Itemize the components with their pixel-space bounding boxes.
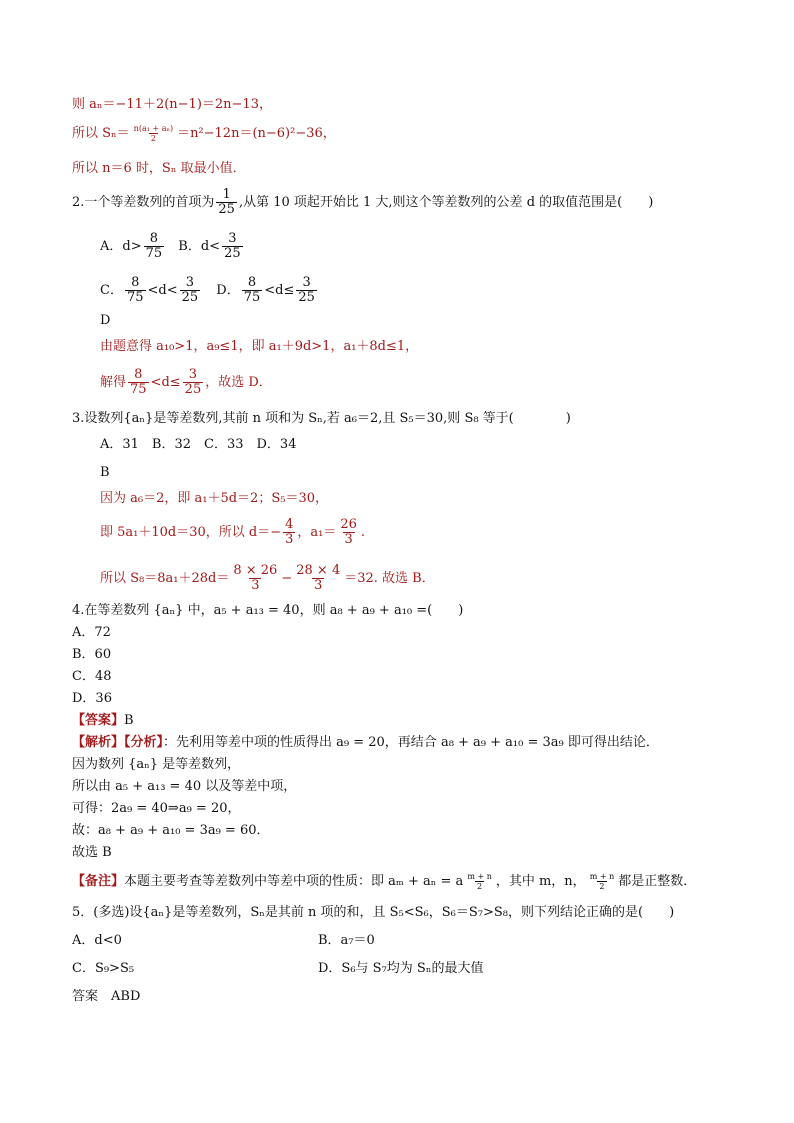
question-3-answer: B (100, 465, 110, 480)
question-5-option-c: C．S₉>S₅ (72, 961, 135, 976)
question-5-answer: 答案 ABD (72, 989, 141, 1004)
question-4-analysis: 【解析】【分析】：先利用等差中项的性质得出 a₉ = 20，再结合 a₈ + a₉ + a₁₀ = 3a₉ 即可得出结论． (72, 735, 659, 750)
question-4-option-c: C．48 (72, 669, 112, 684)
question-4-step-4: 故：a₈ + a₉ + a₁₀ = 3a₉ = 60． (72, 823, 270, 838)
question-4-step-2: 所以由 a₅ + a₁₃ = 40 以及等差中项， (72, 779, 297, 794)
solution-line-an: 则 aₙ＝−11＋2(n−1)＝2n−13， (72, 97, 272, 112)
question-4-option-d: D．36 (72, 691, 112, 706)
question-2-solution-1: 由题意得 a₁₀>1，a₉≤1，即 a₁＋9d>1，a₁＋8d≤1， (100, 339, 419, 354)
question-2-options-cd: C． $\frac{8}{75}$ <d< $\frac{3}{25}$ D． $\frac{8}{75}$ <d≤ $\frac{3}{25}$ (100, 275, 315, 305)
question-4-step-5: 故选 B (72, 845, 112, 860)
question-4-step-3: 可得：2a₉ = 40⇒a₉ = 20， (72, 801, 241, 816)
question-3-solution-3: 所以 S₈＝8a₁＋28d＝ $\frac{8 \times 26}{3}$ − $\frac{28 \times 4}{3}$ ＝32. 故选 B． (100, 563, 435, 593)
solution-line-sn: 所以 Sₙ＝ $\frac{\text{n(a₁ + aₙ)}}{2}$ ＝n²−12n＝(n−6)²−36， (72, 124, 336, 143)
question-2-stem: 2.一个等差数列的首项为 $\frac{1}{25}$ ,从第 10 项起开始比 1 大,则这个等差数列的公差 d 的取值范围是( ) (72, 187, 654, 217)
question-5-option-a: A．d<0 (72, 933, 122, 948)
question-4-answer: 【答案】B (72, 713, 134, 728)
question-4-option-a: A．72 (72, 625, 111, 640)
question-4-step-1: 因为数列 {aₙ} 是等差数列， (72, 757, 241, 772)
question-5-option-d: D．S₆与 S₇均为 Sₙ的最大值 (318, 961, 484, 976)
solution-line-min: 所以 n＝6 时，Sₙ 取最小值． (72, 161, 246, 176)
question-2-options-ab: A．d> $\frac{8}{75}$ B．d< $\frac{3}{25}$ (100, 231, 241, 261)
question-4-note: 【备注】本题主要考查等差数列中等差中项的性质：即 aₘ + aₙ = a $\frac{m + n}{2}$ ，其中 m，n， $\frac{m + n}{2}$ 都是正整数． (72, 872, 697, 891)
question-3-solution-1: 因为 a₆＝2，即 a₁＋5d＝2；S₅＝30， (100, 491, 328, 506)
question-2-solution-2: 解得 $\frac{8}{75}$ <d≤ $\frac{3}{25}$ ，故选 D． (100, 367, 272, 397)
question-5-option-b: B．a₇＝0 (318, 933, 375, 948)
question-2-answer: D (100, 313, 111, 328)
question-4-stem: 4.在等差数列 {aₙ} 中，a₅ + a₁₃ = 40，则 a₈ + a₉ + a₁₀ =( ) (72, 603, 464, 618)
question-3-stem: 3.设数列{aₙ}是等差数列,其前 n 项和为 Sₙ,若 a₆＝2,且 S₅＝30,则 S₈ 等于( ) (72, 411, 571, 426)
question-5-stem: 5．(多选)设{aₙ}是等差数列，Sₙ是其前 n 项的和，且 S₅<S₆，S₆＝S₇>S₈，则下列结论正确的是( ) (72, 905, 675, 920)
question-3-solution-2: 即 5a₁＋10d＝30，所以 d＝− $\frac{4}{3}$ ，a₁＝ $\frac{26}{3}$ . (100, 517, 366, 547)
question-3-options: A．31 B．32 C．33 D．34 (100, 437, 297, 452)
question-4-option-b: B．60 (72, 647, 112, 662)
